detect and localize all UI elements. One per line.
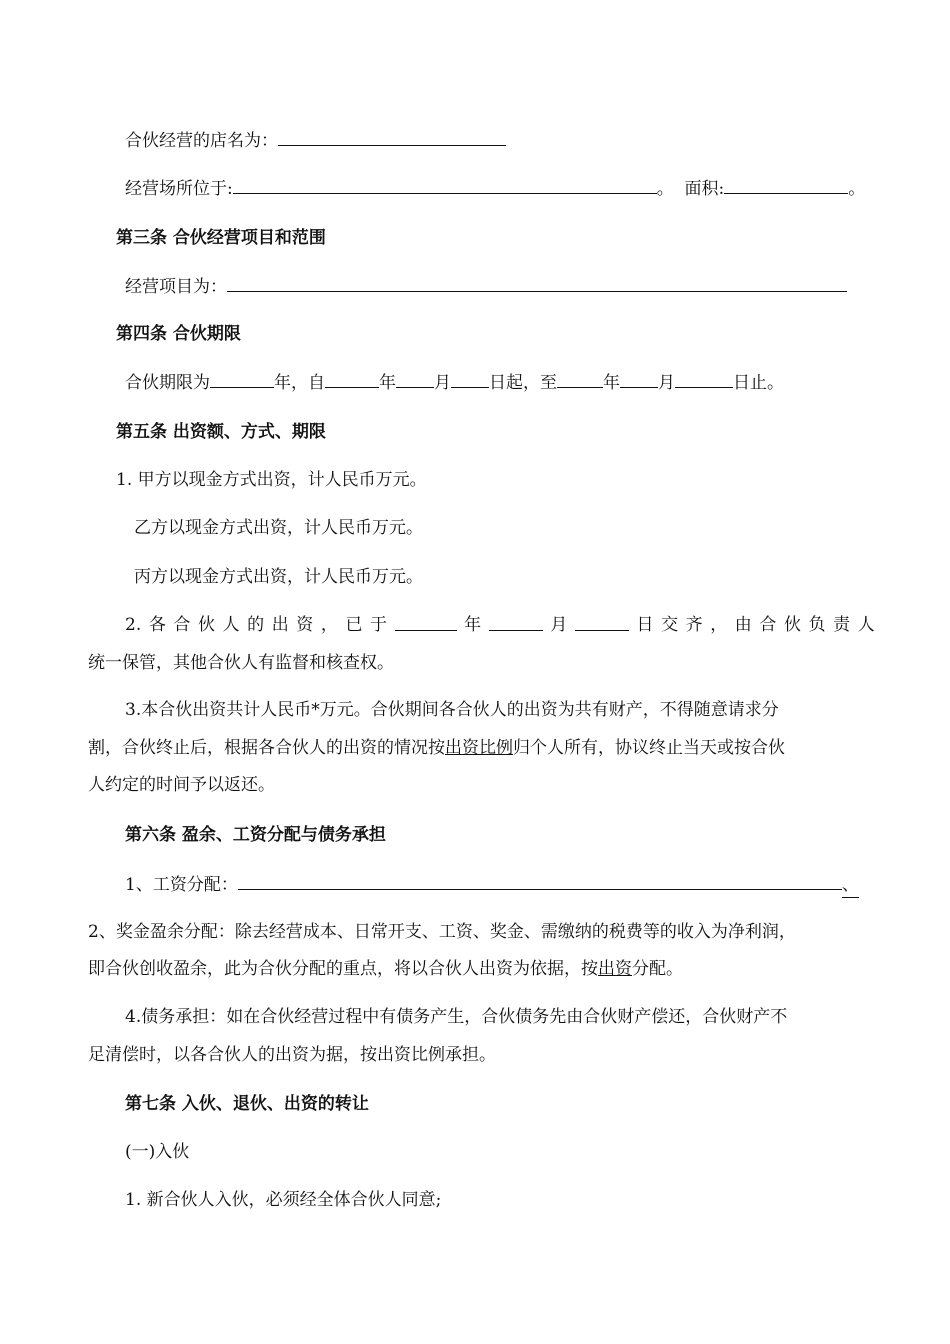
p4-char: 已 bbox=[345, 615, 363, 635]
article-6-heading: 第六条 盈余、工资分配与债务承担 bbox=[125, 825, 386, 845]
p4-char: 由 bbox=[734, 615, 752, 635]
p4-char: 各 bbox=[148, 615, 166, 635]
wage-distribution-line bbox=[125, 872, 859, 898]
p4-month: 月 bbox=[550, 615, 568, 635]
total-contribution-line-1: 3.本合伙出资共计人民币*万元。合伙期间各合伙人的出资为共有财产，不得随意请求分 bbox=[125, 700, 779, 720]
end-month-blank bbox=[620, 370, 658, 388]
p4-char: 资 bbox=[296, 615, 314, 635]
bonus-distribution-line-1: 2、奖金盈余分配：除去经营成本、日常开支、工资、奖金、需缴纳的税费等的收入为净利润， bbox=[88, 922, 796, 942]
deadline-year-blank bbox=[395, 613, 457, 631]
contribution-party-b: 乙方以现金方式出资，计人民币万元。 bbox=[134, 518, 423, 538]
term-text-3: 年 bbox=[379, 373, 396, 393]
bonus-text-a: 即合伙创收盈余，此为合伙分配的重点，将以合伙人出资为依据，按 bbox=[88, 959, 598, 979]
area-blank bbox=[724, 176, 848, 194]
shop-name-label: 合伙经营的店名为： bbox=[125, 131, 278, 151]
debt-line-1: 4.债务承担：如在合伙经营过程中有债务产生，合伙债务先由合伙财产偿还，合伙财产不 bbox=[125, 1007, 788, 1027]
p4-char: 人 bbox=[857, 615, 875, 635]
start-year-blank bbox=[325, 370, 379, 388]
term-text-7: 月 bbox=[658, 373, 675, 393]
term-line bbox=[125, 370, 784, 395]
p4-char: 人 bbox=[222, 615, 240, 635]
total-contribution-line-3: 人约定的时间予以返还。 bbox=[88, 775, 275, 795]
term-text-2: 年，自 bbox=[274, 373, 325, 393]
p4-char: 伙 bbox=[783, 615, 801, 635]
location-label: 经营场所位于: bbox=[125, 179, 233, 199]
area-end: 。 bbox=[848, 179, 866, 199]
wage-distribution-end: 、 bbox=[842, 873, 859, 898]
p4-char: 日 bbox=[636, 615, 654, 635]
shop-name-line bbox=[125, 128, 506, 153]
p4-char: 合 bbox=[173, 615, 191, 635]
location-line bbox=[125, 176, 865, 201]
term-text-4: 月 bbox=[434, 373, 451, 393]
wage-distribution-label: 1、工资分配： bbox=[125, 875, 238, 895]
contribution-ratio-link: 出资比例 bbox=[445, 738, 513, 758]
p4-char: 伙 bbox=[197, 615, 215, 635]
article-4-heading: 第四条 合伙期限 bbox=[116, 324, 241, 344]
term-text-8: 日止。 bbox=[733, 373, 784, 393]
p4-char: ， bbox=[710, 615, 728, 635]
total-contribution-line-2 bbox=[88, 736, 785, 760]
p4-char: 交 bbox=[661, 615, 679, 635]
end-year-blank bbox=[557, 370, 603, 388]
end-day-blank bbox=[675, 370, 733, 388]
start-day-blank bbox=[451, 370, 489, 388]
article-5-heading: 第五条 出资额、方式、期限 bbox=[116, 422, 326, 442]
join-item-1: 1. 新合伙人入伙，必须经全体合伙人同意; bbox=[125, 1190, 442, 1210]
p4-char: 合 bbox=[759, 615, 777, 635]
bonus-distribution-line-2 bbox=[88, 957, 683, 981]
debt-line-2: 足清偿时，以各合伙人的出资为据，按出资比例承担。 bbox=[88, 1045, 496, 1065]
p4-char: ， bbox=[320, 615, 338, 635]
total-contribution-text-b: 归个人所有，协议终止当天或按合伙 bbox=[513, 738, 785, 758]
term-text-1: 合伙期限为 bbox=[125, 373, 210, 393]
p4-char: 2. bbox=[125, 615, 142, 635]
p4-char: 的 bbox=[247, 615, 265, 635]
contribution-deadline-line bbox=[125, 613, 875, 637]
p4-char: 出 bbox=[271, 615, 289, 635]
p4-char: 负 bbox=[808, 615, 826, 635]
contribution-party-a: 1. 甲方以现金方式出资，计人民币万元。 bbox=[116, 470, 427, 490]
location-sep: 。 bbox=[656, 179, 674, 199]
p4-char: 齐 bbox=[685, 615, 703, 635]
deadline-day-blank bbox=[575, 613, 629, 631]
term-text-6: 年 bbox=[603, 373, 620, 393]
start-month-blank bbox=[396, 370, 434, 388]
area-label: 面积: bbox=[684, 179, 725, 199]
location-blank bbox=[233, 176, 657, 194]
article-7-heading: 第七条 入伙、退伙、出资的转让 bbox=[125, 1094, 369, 1114]
contribution-link: 出资 bbox=[598, 959, 632, 979]
term-text-5: 日起，至 bbox=[489, 373, 557, 393]
p4-char: 于 bbox=[370, 615, 388, 635]
contribution-deadline-line-2: 统一保管，其他合伙人有监督和核查权。 bbox=[88, 653, 394, 673]
business-items-blank bbox=[227, 274, 847, 292]
business-items-line bbox=[125, 274, 847, 299]
deadline-month-blank bbox=[489, 613, 543, 631]
join-subheading: (一)入伙 bbox=[125, 1142, 190, 1162]
total-contribution-text-a: 割，合伙终止后，根据各合伙人的出资的情况按 bbox=[88, 738, 445, 758]
wage-distribution-blank bbox=[238, 872, 842, 890]
p4-year: 年 bbox=[464, 615, 482, 635]
shop-name-blank bbox=[278, 128, 506, 146]
business-items-label: 经营项目为： bbox=[125, 277, 227, 297]
bonus-text-b: 分配。 bbox=[632, 959, 683, 979]
contribution-party-c: 丙方以现金方式出资，计人民币万元。 bbox=[134, 567, 423, 587]
article-3-heading: 第三条 合伙经营项目和范围 bbox=[116, 228, 326, 248]
p4-char: 责 bbox=[833, 615, 851, 635]
term-years-blank bbox=[210, 370, 274, 388]
